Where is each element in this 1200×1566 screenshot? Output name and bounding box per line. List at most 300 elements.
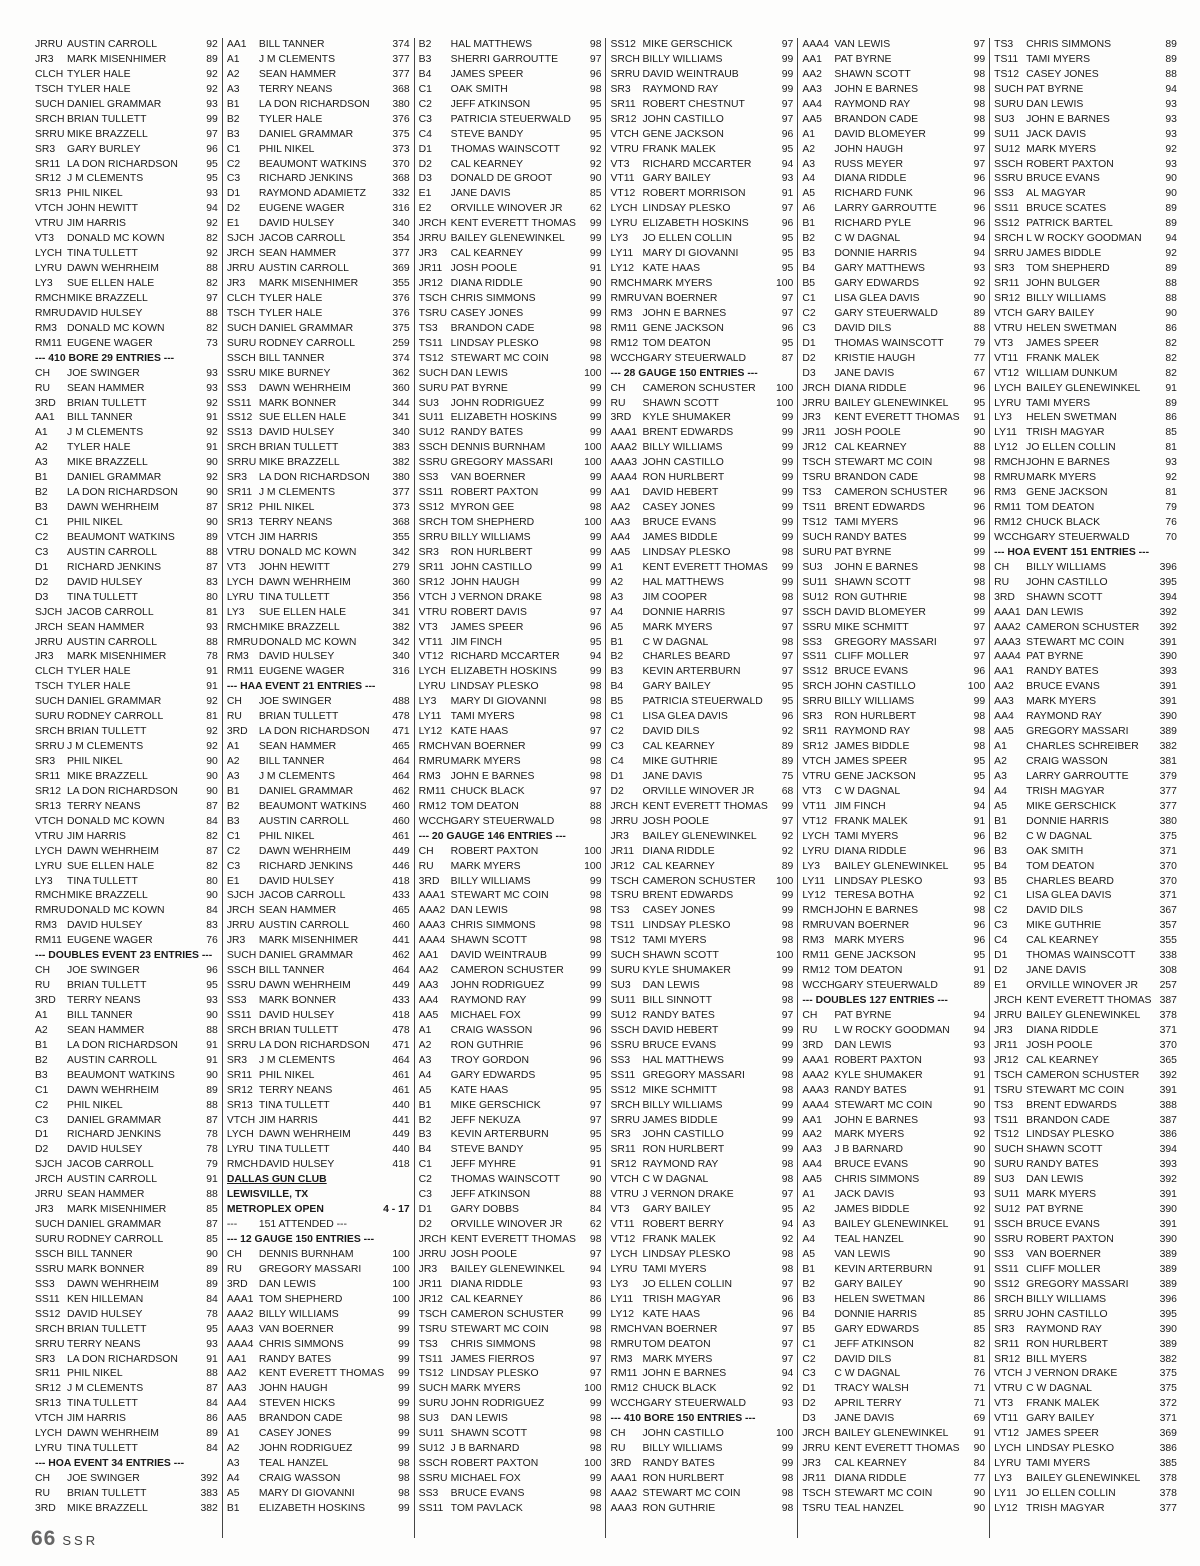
shooter-name: OAK SMITH: [1026, 845, 1084, 857]
result-row: [994, 83, 1177, 98]
result-row: [994, 158, 1177, 173]
score: 99: [973, 531, 986, 543]
shooter-name: PATRICIA STEUERWALD: [450, 113, 571, 125]
shooter-name: AUSTIN CARROLL: [67, 636, 158, 648]
score: 368: [392, 517, 410, 528]
class-code: VT11: [610, 173, 635, 185]
score: 93: [1165, 158, 1177, 170]
class-code: A1: [802, 128, 816, 140]
result-row: [419, 501, 602, 516]
score: 98: [589, 815, 602, 827]
results-column: [989, 38, 1181, 1538]
event-header: --- DOUBLES EVENT 23 ENTRIES ---: [35, 950, 213, 962]
result-row: [994, 785, 1177, 800]
shooter-name: SUE ELLEN HALE: [67, 860, 155, 872]
event-title: METROPLEX OPEN: [226, 1204, 324, 1216]
result-row: [802, 397, 985, 412]
result-row: [994, 307, 1177, 322]
result-row: [227, 292, 410, 307]
result-row: [610, 1278, 793, 1293]
shooter-name: LISA GLEA DAVIS: [834, 292, 920, 304]
class-code: RMCH: [994, 457, 1026, 469]
class-code: SRCH: [994, 1293, 1024, 1305]
shooter-name: LINDSAY PLESKO: [642, 920, 731, 932]
class-code: JRRU: [35, 636, 63, 648]
result-row: [802, 1308, 985, 1323]
score: 91: [206, 1054, 218, 1066]
result-row: [227, 740, 410, 755]
class-code: TSCH: [802, 1487, 831, 1499]
score: 81: [973, 1353, 986, 1365]
shooter-name: LISA GLEA DAVIS: [642, 711, 728, 723]
shooter-name: LA DON RICHARDSON: [258, 472, 370, 484]
shooter-name: ROBERT PAXTON: [834, 1054, 922, 1066]
result-row: [227, 1128, 410, 1143]
result-row: [994, 277, 1177, 292]
shooter-name: JAMES FIERROS: [450, 1353, 535, 1365]
score: 85: [973, 1323, 986, 1335]
class-code: B5: [994, 875, 1007, 887]
shooter-name: JO ELLEN COLLIN: [642, 1278, 732, 1290]
shooter-name: STEVE BANDY: [450, 128, 524, 140]
shooter-name: RON HURLBERT: [642, 1144, 725, 1156]
shooter-name: GARY STEUERWALD: [1026, 531, 1130, 543]
result-row: [994, 1367, 1177, 1382]
score: 98: [781, 546, 794, 558]
result-row: [802, 1323, 985, 1338]
score: 73: [206, 337, 218, 349]
class-code: TS12: [802, 517, 828, 528]
score: 69: [973, 1413, 986, 1425]
shooter-name: MARK BONNER: [258, 995, 337, 1006]
result-row: [610, 158, 793, 173]
result-row: [227, 172, 410, 187]
result-row: [610, 202, 793, 217]
score: 99: [781, 965, 794, 977]
result-row: [227, 307, 410, 322]
result-row: [419, 277, 602, 292]
class-code: TS12: [418, 1368, 444, 1380]
score: 98: [781, 1263, 794, 1275]
shooter-name: DANIEL GRAMMAR: [67, 696, 162, 708]
class-code: LYRU: [610, 1263, 638, 1275]
class-code: SSRU: [994, 1234, 1024, 1245]
score: 97: [589, 1248, 602, 1260]
class-code: SR11: [610, 1144, 636, 1156]
shooter-name: CRAIG WASSON: [450, 1024, 533, 1036]
result-row: [994, 1158, 1177, 1173]
score: 97: [781, 651, 794, 663]
class-code: AA3: [994, 696, 1014, 708]
shooter-name: BILLY WILLIAMS: [1026, 561, 1107, 573]
score: 86: [206, 1413, 218, 1425]
shooter-name: BRUCE EVANS: [642, 1039, 717, 1051]
class-code: AAA2: [802, 1069, 829, 1081]
class-code: SRRU: [226, 1039, 257, 1051]
shooter-name: LINDSAY PLESKO: [642, 546, 731, 558]
class-code: VT12: [610, 188, 636, 200]
result-row: [419, 1039, 602, 1054]
result-row: [35, 710, 218, 725]
result-row: [802, 1054, 985, 1069]
score: 90: [206, 517, 218, 528]
class-code: SR12: [610, 113, 637, 125]
score: 88: [1165, 278, 1177, 289]
shooter-name: TOM DEATON: [1026, 502, 1095, 514]
result-row: [227, 367, 410, 382]
shooter-name: GARY BAILEY: [834, 1278, 903, 1290]
class-code: B3: [418, 1129, 432, 1141]
shooter-name: JOHN CASTILLO: [1026, 576, 1108, 588]
result-row: [35, 860, 218, 875]
class-code: SURU: [226, 337, 257, 349]
score: 392: [1159, 621, 1177, 633]
result-row: [610, 1114, 793, 1129]
result-row: [419, 382, 602, 397]
score: 90: [1165, 173, 1177, 185]
class-code: B3: [35, 502, 48, 514]
shooter-name: JANE DAVIS: [1026, 965, 1086, 977]
score: 98: [398, 1473, 410, 1484]
shooter-name: PHIL NIKEL: [67, 188, 123, 200]
shooter-name: TYLER HALE: [67, 68, 131, 80]
class-code: WCCH: [802, 980, 835, 992]
shooter-name: STEWART MC COIN: [834, 1099, 933, 1111]
shooter-name: JACK DAVIS: [834, 1189, 895, 1201]
result-row: [802, 53, 985, 68]
score: 82: [973, 1338, 986, 1350]
score: 98: [589, 1413, 602, 1425]
shooter-name: 151 ATTENDED ---: [258, 1219, 347, 1231]
score: 92: [206, 218, 218, 230]
class-code: A1: [418, 1024, 432, 1036]
score: 92: [589, 158, 602, 170]
score: 99: [398, 1428, 410, 1440]
shooter-name: TINA TULLETT: [67, 875, 138, 887]
class-code: B2: [802, 1278, 816, 1290]
score: 390: [1159, 1323, 1177, 1335]
class-code: JRRU: [994, 1009, 1022, 1021]
class-code: C4: [610, 756, 624, 767]
score: 90: [973, 1443, 986, 1455]
score: 418: [392, 1159, 410, 1171]
class-code: TSRU: [418, 1323, 447, 1335]
score: 367: [1159, 905, 1177, 917]
score: 371: [1159, 890, 1177, 902]
shooter-name: TRISH MAGYAR: [1026, 427, 1105, 439]
score: 90: [206, 890, 218, 902]
score: 79: [973, 337, 986, 349]
score: 98: [589, 1338, 602, 1350]
score: 92: [206, 248, 218, 260]
result-row: [35, 83, 218, 98]
shooter-name: BRANDON CADE: [834, 113, 919, 125]
score: 95: [781, 681, 794, 693]
score: 99: [589, 531, 602, 543]
shooter-name: J M CLEMENTS: [258, 53, 336, 65]
score: 308: [1159, 965, 1177, 977]
result-row: [610, 1293, 793, 1308]
shooter-name: LARRY GARROUTTE: [1026, 770, 1129, 782]
class-code: SUCH: [35, 98, 65, 110]
shooter-name: JIM HARRIS: [258, 531, 318, 543]
result-row: [419, 113, 602, 128]
result-row: [35, 1353, 218, 1368]
score: 84: [973, 1458, 986, 1470]
score: 368: [392, 173, 410, 185]
class-code: C1: [35, 1084, 49, 1096]
class-code: AAA1: [994, 606, 1021, 618]
result-row: [610, 979, 793, 994]
result-row: [610, 232, 793, 247]
result-row: [419, 516, 602, 531]
result-row: [610, 1397, 793, 1412]
score: 449: [392, 845, 410, 857]
result-row: [227, 247, 410, 262]
result-row: [227, 755, 410, 770]
result-row: [419, 1278, 602, 1293]
result-row: [610, 964, 793, 979]
class-code: E1: [994, 980, 1007, 992]
shooter-name: L W ROCKY GOODMAN: [1026, 233, 1142, 245]
result-row: [35, 1054, 218, 1069]
score: 92: [206, 696, 218, 708]
shooter-name: JACOB CARROLL: [67, 1159, 154, 1171]
shooter-name: JAMES BIDDLE: [834, 1204, 910, 1216]
shooter-name: JIM HARRIS: [67, 830, 126, 842]
class-code: SS3: [418, 1487, 439, 1499]
result-row: [419, 1397, 602, 1412]
score: 375: [392, 322, 410, 334]
score: 96: [206, 143, 218, 155]
result-row: [994, 113, 1177, 128]
class-code: A1: [994, 741, 1007, 753]
class-code: JR3: [35, 651, 54, 663]
class-code: RU: [226, 1263, 242, 1275]
result-row: [994, 1084, 1177, 1099]
shooter-name: SEAN HAMMER: [67, 1024, 145, 1036]
score: 83: [206, 920, 218, 932]
result-row: [35, 1502, 218, 1517]
score: 344: [392, 397, 410, 409]
page-footer: [31, 1527, 98, 1551]
class-code: JR3: [35, 53, 54, 65]
result-row: [610, 322, 793, 337]
class-code: LYRU: [35, 1443, 62, 1455]
score: 84: [206, 1398, 218, 1410]
class-code: AA2: [610, 502, 631, 514]
shooter-name: KATE HAAS: [450, 726, 509, 738]
score: 90: [206, 770, 218, 782]
result-row: [610, 830, 793, 845]
result-row: [227, 322, 410, 337]
class-code: SUCH: [35, 696, 65, 708]
class-code: A4: [802, 173, 816, 185]
score: 393: [1159, 1159, 1177, 1171]
class-code: CH: [610, 1428, 626, 1440]
result-row: [35, 158, 218, 173]
class-code: SR3: [35, 1353, 56, 1365]
class-code: VTCH: [35, 1413, 64, 1425]
class-code: RU: [610, 1443, 626, 1455]
score: 446: [392, 860, 410, 872]
score: 99: [589, 561, 602, 573]
score: 89: [973, 980, 986, 992]
shooter-name: SUE ELLEN HALE: [258, 606, 347, 618]
result-row: [802, 919, 985, 934]
shooter-name: JIM HARRIS: [67, 218, 126, 230]
class-code: B3: [226, 128, 240, 140]
result-row: [610, 621, 793, 636]
shooter-name: TOM PAVLACK: [450, 1502, 523, 1514]
class-code: SS12: [610, 39, 636, 50]
result-row: [802, 277, 985, 292]
shooter-name: HAL MATTHEWS: [450, 39, 533, 50]
shooter-name: GARY STEUERWALD: [642, 1398, 747, 1410]
class-code: RU: [994, 576, 1010, 588]
shooter-name: DAWN WEHRHEIM: [67, 502, 159, 514]
result-row: [802, 411, 985, 426]
shooter-name: JOHN HAUGH: [834, 143, 904, 155]
score: 372: [1159, 1398, 1177, 1410]
result-row: [994, 1039, 1177, 1054]
score: 88: [589, 1189, 602, 1201]
class-code: SURU: [418, 382, 449, 394]
class-code: RMRU: [610, 1338, 642, 1350]
class-code: JRCH: [418, 218, 447, 230]
score: 87: [206, 845, 218, 857]
result-row: [802, 1367, 985, 1382]
shooter-name: BRANDON CADE: [834, 472, 919, 484]
score: 92: [206, 397, 218, 409]
result-row: [802, 1069, 985, 1084]
class-code: JRRU: [802, 1443, 831, 1455]
class-code: AA5: [802, 1174, 822, 1186]
result-row: [610, 382, 793, 397]
result-row: [227, 830, 410, 845]
class-code: SU12: [418, 1443, 445, 1455]
score: 100: [392, 1248, 410, 1260]
class-code: B3: [610, 666, 624, 678]
shooter-name: BILLY WILLIAMS: [834, 696, 915, 708]
shooter-name: RANDY BATES: [834, 531, 907, 543]
result-row: [35, 815, 218, 830]
class-code: LYRU: [802, 845, 830, 857]
result-row: [610, 217, 793, 232]
result-row: [802, 815, 985, 830]
result-row: [994, 337, 1177, 352]
result-row: [35, 68, 218, 83]
score: 98: [589, 1234, 602, 1245]
score: 355: [392, 531, 410, 543]
result-row: [610, 531, 793, 546]
result-row: [419, 1218, 602, 1233]
result-row: [227, 949, 410, 964]
shooter-name: CHARLES SCHREIBER: [1026, 741, 1139, 753]
score: 99: [781, 800, 794, 812]
shooter-name: MIKE BURNEY: [258, 367, 331, 379]
result-row: [610, 546, 793, 561]
shooter-name: C W DAGNAL: [1026, 830, 1092, 842]
class-code: B1: [802, 1263, 816, 1275]
score: 340: [392, 218, 410, 230]
shooter-name: THOMAS WAINSCOTT: [450, 1174, 560, 1186]
score: 100: [775, 278, 794, 289]
result-row: [419, 1084, 602, 1099]
result-row: [227, 1293, 410, 1308]
score: 88: [206, 263, 218, 275]
score: 93: [973, 1189, 986, 1201]
result-row: [35, 1308, 218, 1323]
result-row: [610, 38, 793, 53]
score: 70: [1165, 531, 1177, 543]
result-row: [610, 1248, 793, 1263]
shooter-name: DAVID HULSEY: [67, 307, 143, 319]
class-code: C3: [802, 322, 816, 334]
score: 90: [589, 1174, 602, 1186]
shooter-name: C W DAGNAL: [834, 1368, 901, 1380]
class-code: SJCH: [35, 1159, 63, 1171]
score: 94: [973, 248, 986, 260]
result-row: [610, 815, 793, 830]
result-row: [610, 591, 793, 606]
class-code: TSCH: [802, 457, 831, 469]
shooter-name: BRUCE SCATES: [1026, 203, 1107, 215]
shooter-name: VAN BOERNER: [450, 741, 526, 753]
shooter-name: CHRIS SIMMONS: [450, 1338, 536, 1350]
result-row: [35, 202, 218, 217]
shooter-name: CRAIG WASSON: [1026, 756, 1108, 767]
class-code: C1: [994, 890, 1008, 902]
score: 97: [781, 666, 794, 678]
score: 99: [398, 1308, 410, 1320]
result-row: [610, 889, 793, 904]
score: 98: [973, 726, 986, 738]
class-code: B1: [610, 636, 624, 648]
shooter-name: HAL MATTHEWS: [642, 576, 724, 588]
result-row: [610, 1158, 793, 1173]
result-row: [35, 1263, 218, 1278]
result-row: [994, 352, 1177, 367]
class-code: JR12: [418, 278, 443, 289]
class-code: TS11: [418, 1353, 443, 1365]
class-code: B4: [802, 263, 816, 275]
result-row: [419, 1457, 602, 1472]
shooter-name: MIKE BRAZZELL: [67, 770, 148, 782]
shooter-name: RANDY BATES: [834, 1084, 907, 1096]
result-row: [610, 650, 793, 665]
class-code: SRRU: [35, 741, 65, 753]
score: 378: [1159, 1009, 1177, 1021]
result-row: [610, 710, 793, 725]
class-code: SU3: [418, 1413, 439, 1425]
score: 95: [781, 248, 794, 260]
shooter-name: BEAUMONT WATKINS: [67, 531, 175, 543]
result-row: [419, 352, 602, 367]
score: 92: [206, 741, 218, 753]
result-row: [35, 1427, 218, 1442]
result-row: [802, 187, 985, 202]
result-row: [35, 1248, 218, 1263]
score: 389: [1159, 1278, 1177, 1290]
score: 99: [589, 1308, 602, 1320]
shooter-name: PHIL NIKEL: [67, 1099, 123, 1111]
result-row: [419, 636, 602, 651]
result-row: [35, 1099, 218, 1114]
score: 342: [392, 546, 410, 558]
result-row: [994, 621, 1177, 636]
shooter-name: JAMES BIDDLE: [834, 741, 910, 753]
